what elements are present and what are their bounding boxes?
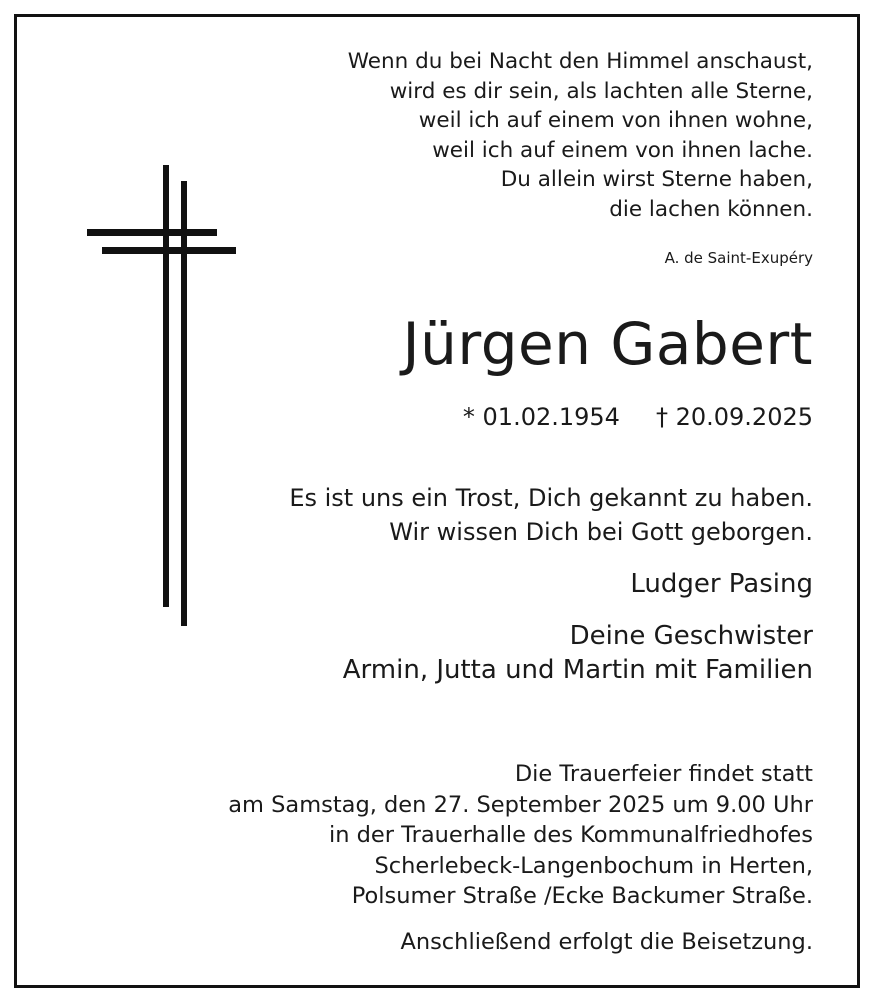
quote-line: weil ich auf einem von ihnen lache. — [432, 137, 813, 163]
service-line: Scherlebeck-Langenbochum in Herten, — [374, 852, 813, 879]
quote-line: Wenn du bei Nacht den Himmel anschaust, — [347, 49, 813, 74]
mourner-partner: Ludger Pasing — [630, 569, 813, 599]
service-line: in der Trauerhalle des Kommunalfriedhofes — [328, 822, 813, 848]
death-date: † 20.09.2025 — [655, 403, 813, 431]
service-line: Polsumer Straße /Ecke Backumer Straße. — [351, 883, 813, 909]
burial-note: Anschließend erfolgt die Beisetzung. — [400, 929, 813, 955]
obituary-frame — [14, 14, 860, 988]
life-dates — [463, 403, 813, 431]
quote-line: die lachen können. — [609, 196, 813, 222]
double-cross-icon — [87, 147, 247, 627]
service-line: am Samstag, den 27. September 2025 um 9.00 Uhr — [228, 791, 813, 818]
quote-line: wird es dir sein, als lachten alle Sterne, — [389, 78, 813, 104]
quote-poem — [348, 47, 813, 224]
quote-author: A. de Saint-Exupéry — [664, 249, 813, 267]
siblings-heading: Deine Geschwister — [569, 621, 813, 651]
quote-line: weil ich auf einem von ihnen wohne, — [418, 108, 813, 133]
deceased-name: Jürgen Gabert — [402, 310, 813, 378]
comfort-line: Es ist uns ein Trost, Dich gekannt zu haben. — [289, 484, 813, 512]
service-line: Die Trauerfeier findet statt — [514, 761, 813, 787]
funeral-service-info — [228, 759, 813, 912]
comfort-line: Wir wissen Dich bei Gott geborgen. — [389, 518, 813, 546]
quote-line: Du allein wirst Sterne haben, — [500, 167, 813, 192]
birth-date: * 01.02.1954 — [462, 403, 620, 431]
mourner-family — [343, 619, 813, 687]
siblings-names: Armin, Jutta und Martin mit Familien — [342, 655, 813, 685]
comfort-text — [289, 481, 813, 549]
